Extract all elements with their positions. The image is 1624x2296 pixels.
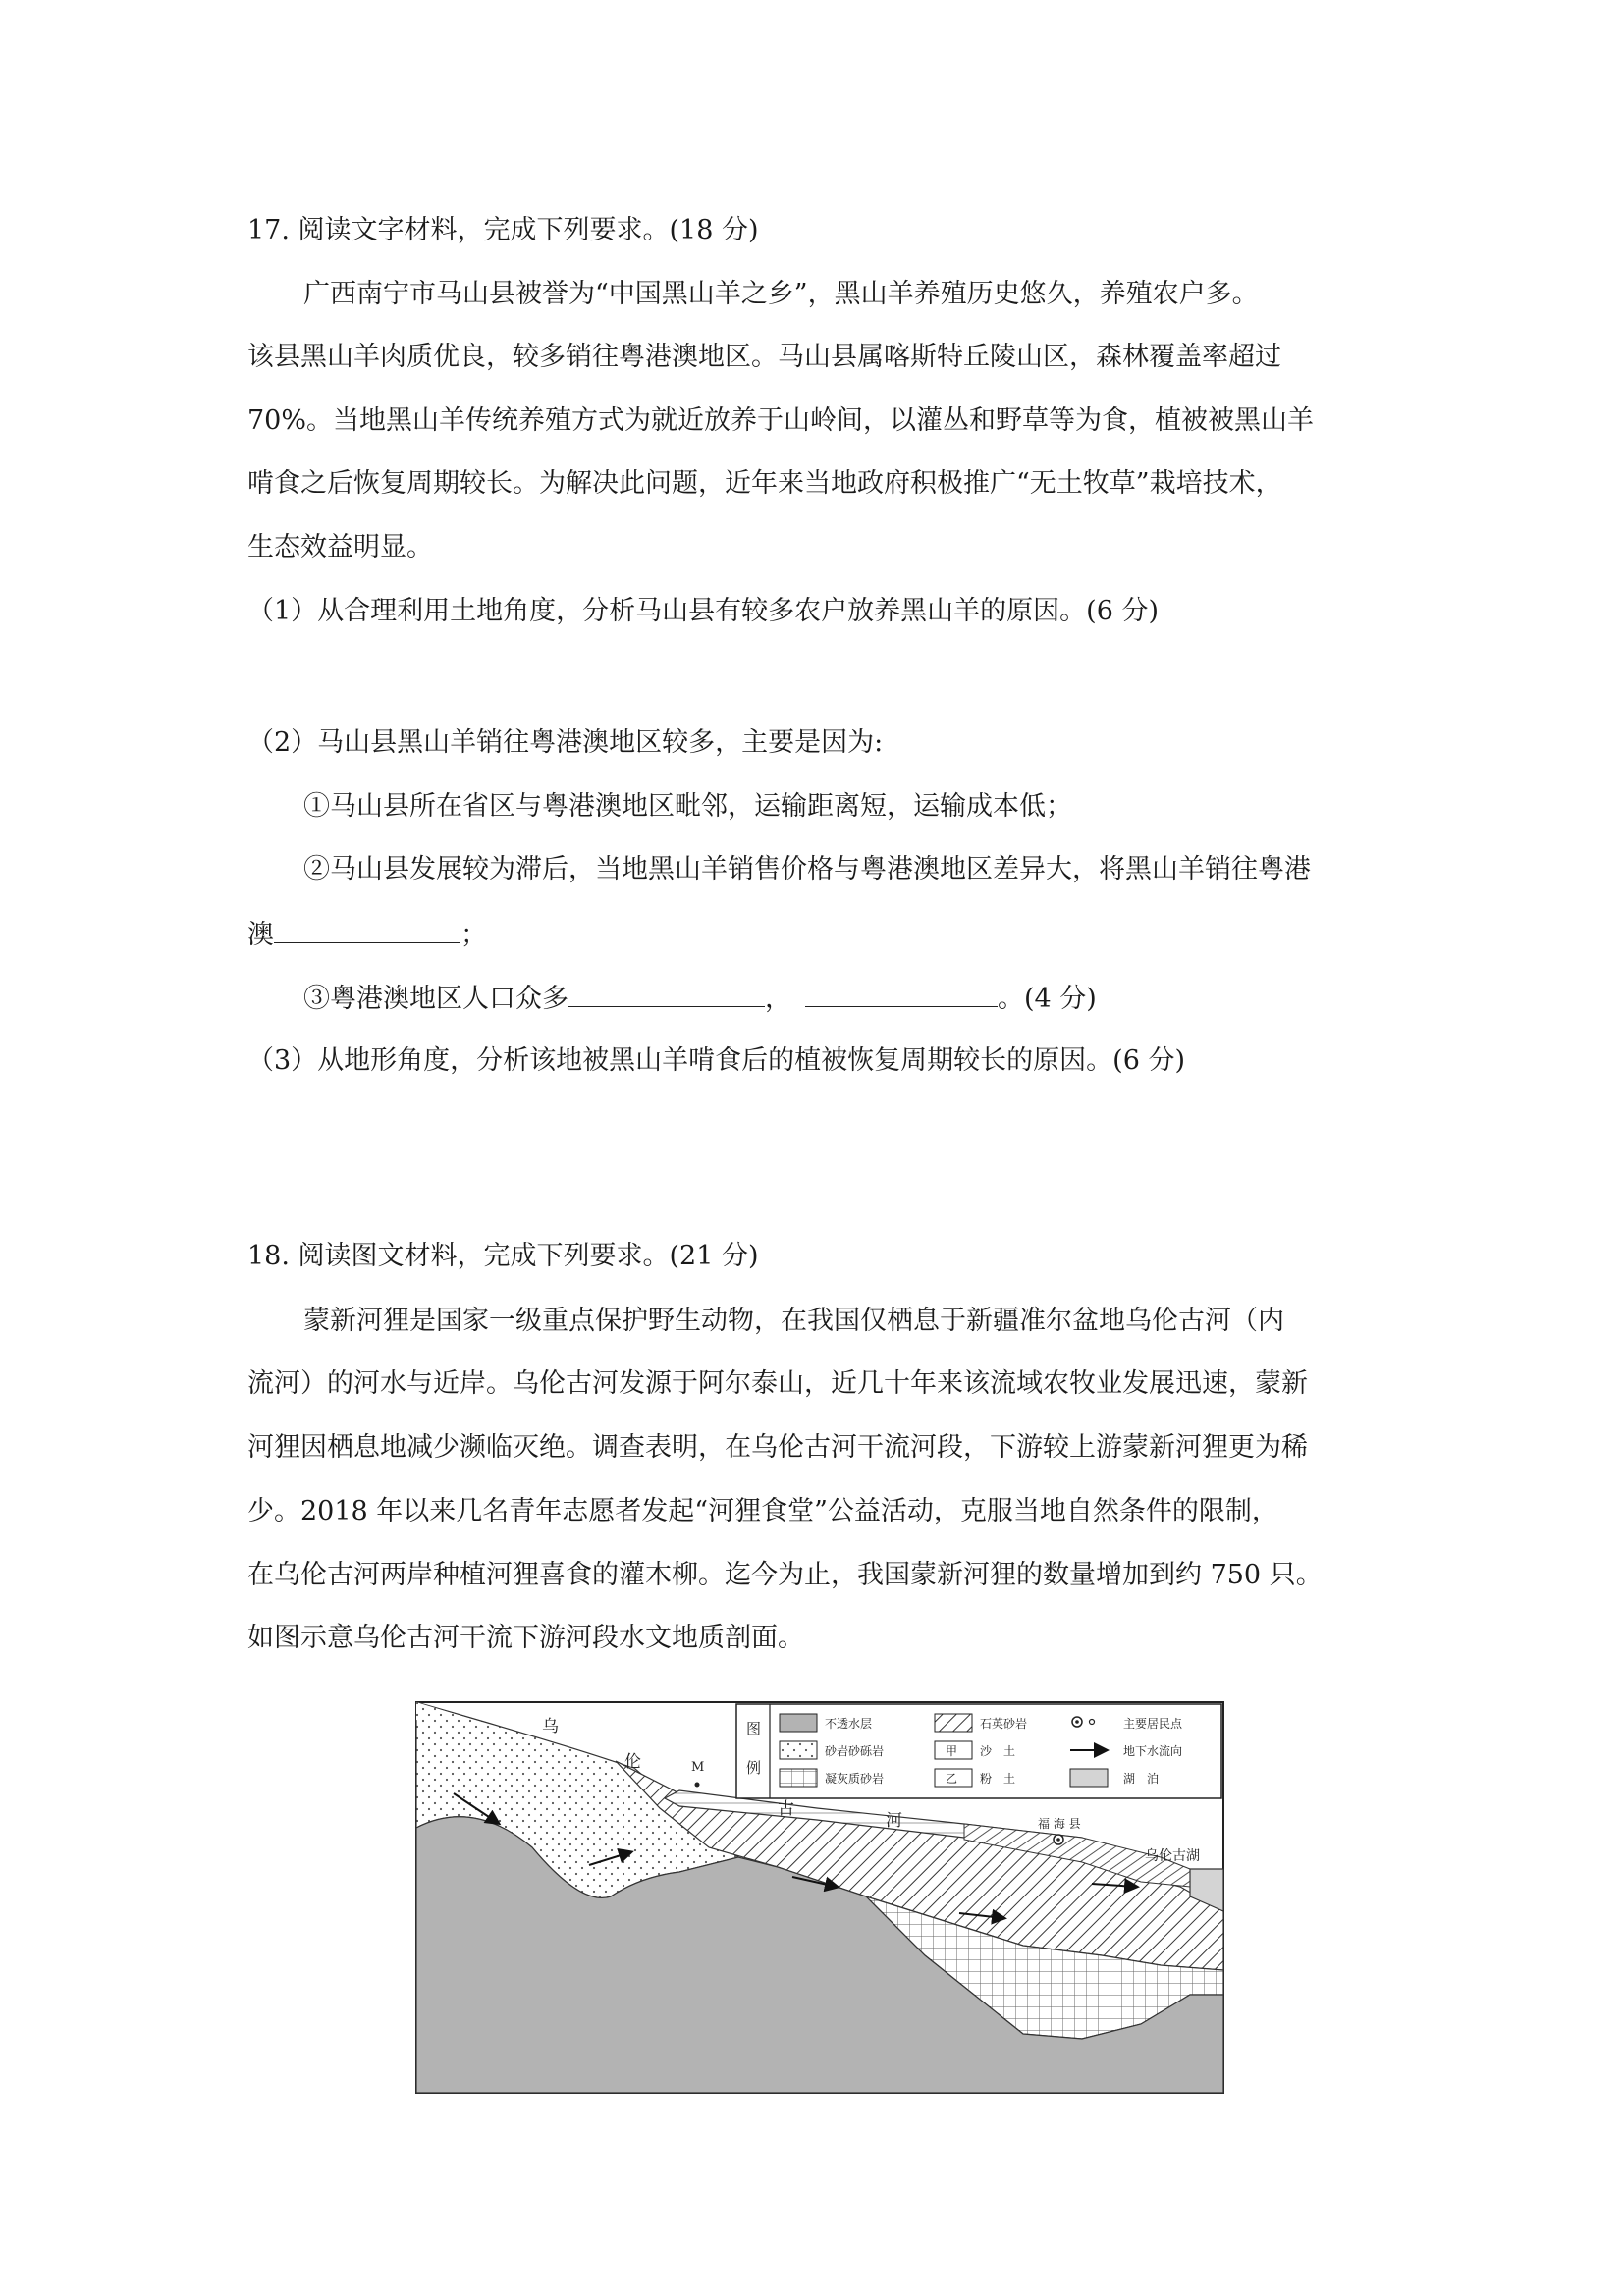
legend-label-lake: 湖 泊 [1123, 1772, 1160, 1786]
q17-title: 17. 阅读文字材料，完成下列要求。(18 分) [247, 215, 759, 245]
q17-q2-text: ， [765, 984, 791, 1014]
label-fuhai: 福 海 县 [1038, 1817, 1081, 1831]
answer-blank[interactable] [274, 917, 460, 943]
q17-paragraph-line: 广西南宁市马山县被誉为“中国黑山羊之乡”，黑山羊养殖历史悠久，养殖农户多。 [303, 279, 1259, 309]
q17-subquestion-1: （1）从合理利用土地角度，分析马山县有较多农户放养黑山羊的原因。(6 分) [247, 596, 1160, 626]
geological-cross-section-figure [414, 1700, 1225, 2095]
label-he: 河 [886, 1811, 902, 1831]
q18-paragraph-line: 如图示意乌伦古河干流下游河段水文地质剖面。 [247, 1623, 804, 1653]
legend-swatch-settlement-center [1075, 1720, 1079, 1724]
q17-paragraph-line: 该县黑山羊肉质优良，较多销往粤港澳地区。马山县属喀斯特丘陵山区，森林覆盖率超过 [247, 342, 1281, 372]
q17-q2-text: 澳 [247, 920, 274, 950]
figure-legend [736, 1704, 1221, 1798]
q18-title: 18. 阅读图文材料，完成下列要求。(21 分) [247, 1241, 759, 1271]
legend-title: 例 [746, 1759, 762, 1777]
legend-swatch-tuff-sandstone [780, 1769, 817, 1787]
q18-paragraph-line: 河狸因栖息地减少濒临灭绝。调查表明，在乌伦古河干流河段，下游较上游蒙新河狸更为稀 [247, 1432, 1308, 1463]
legend-title: 图 [746, 1720, 762, 1737]
label-lake: 乌伦古湖 [1145, 1848, 1200, 1864]
legend-label-sandstone-conglomerate: 砂岩砂砾岩 [825, 1744, 885, 1758]
legend-swatch-impermeable [780, 1714, 817, 1732]
q17-q2-item-1: ①马山县所在省区与粤港澳地区毗邻，运输距离短，运输成本低； [303, 791, 1072, 822]
label-m: M [691, 1760, 705, 1775]
legend-label-groundwater: 地下水流向 [1123, 1744, 1183, 1758]
legend-label-impermeable: 不透水层 [825, 1717, 873, 1731]
answer-blank[interactable] [805, 981, 998, 1007]
q17-paragraph-line: 生态效益明显。 [247, 532, 433, 562]
settlement-marker-fuhai-center [1056, 1838, 1060, 1842]
legend-swatch-lake [1070, 1769, 1108, 1787]
legend-swatch-silt-mark: 乙 [946, 1772, 958, 1786]
q18-paragraph-line: 在乌伦古河两岸种植河狸喜食的灌木柳。迄今为止，我国蒙新河狸的数量增加到约 750 只。 [247, 1560, 1323, 1590]
legend-swatch-quartz-sandstone [935, 1714, 972, 1732]
q17-q2-text: ③粤港澳地区人口众多 [303, 984, 568, 1014]
label-lun: 伦 [624, 1752, 641, 1772]
q17-paragraph-line: 啃食之后恢复周期较长。为解决此问题，近年来当地政府积极推广“无土牧草”栽培技术， [247, 468, 1282, 499]
label-gu: 古 [778, 1799, 794, 1819]
q17-q2-item-2: ②马山县发展较为滞后，当地黑山羊销售价格与粤港澳地区差异大，将黑山羊销往粤港 [303, 854, 1311, 884]
q17-q2-item-2-continued [247, 917, 487, 952]
legend-label-sand: 沙 土 [980, 1744, 1016, 1758]
legend-label-quartz-sandstone: 石英砂岩 [980, 1717, 1028, 1731]
q18-paragraph-line: 少。2018 年以来几名青年志愿者发起“河狸食堂”公益活动，克服当地自然条件的限制， [247, 1496, 1278, 1526]
q17-paragraph-line: 70%。当地黑山羊传统养殖方式为就近放养于山岭间，以灌丛和野草等为食，植被被黑山羊 [247, 405, 1315, 436]
legend-label-silt: 粉 土 [980, 1772, 1016, 1786]
legend-label-settlement: 主要居民点 [1123, 1717, 1183, 1731]
answer-blank[interactable] [568, 981, 765, 1007]
settlement-marker-m [695, 1783, 700, 1788]
q17-q2-item-3 [303, 981, 1097, 1016]
legend-label-tuff-sandstone: 凝灰质砂岩 [825, 1772, 885, 1786]
label-wu: 乌 [542, 1717, 559, 1736]
legend-swatch-sandstone-conglomerate [780, 1741, 817, 1759]
legend-swatch-sand-mark: 甲 [946, 1744, 958, 1758]
q17-subquestion-2: （2）马山县黑山羊销往粤港澳地区较多，主要是因为: [247, 727, 884, 758]
q17-subquestion-3: （3）从地形角度，分析该地被黑山羊啃食后的植被恢复周期较长的原因。(6 分) [247, 1045, 1186, 1076]
q17-q2-text: 。(4 分) [998, 984, 1097, 1014]
q18-paragraph-line: 蒙新河狸是国家一级重点保护野生动物，在我国仅栖息于新疆准尔盆地乌伦古河（内 [303, 1306, 1284, 1336]
q17-q2-text: ； [460, 920, 487, 950]
q18-paragraph-line: 流河）的河水与近岸。乌伦古河发源于阿尔泰山，近几十年来该流域农牧业发展迅速，蒙新 [247, 1368, 1308, 1399]
